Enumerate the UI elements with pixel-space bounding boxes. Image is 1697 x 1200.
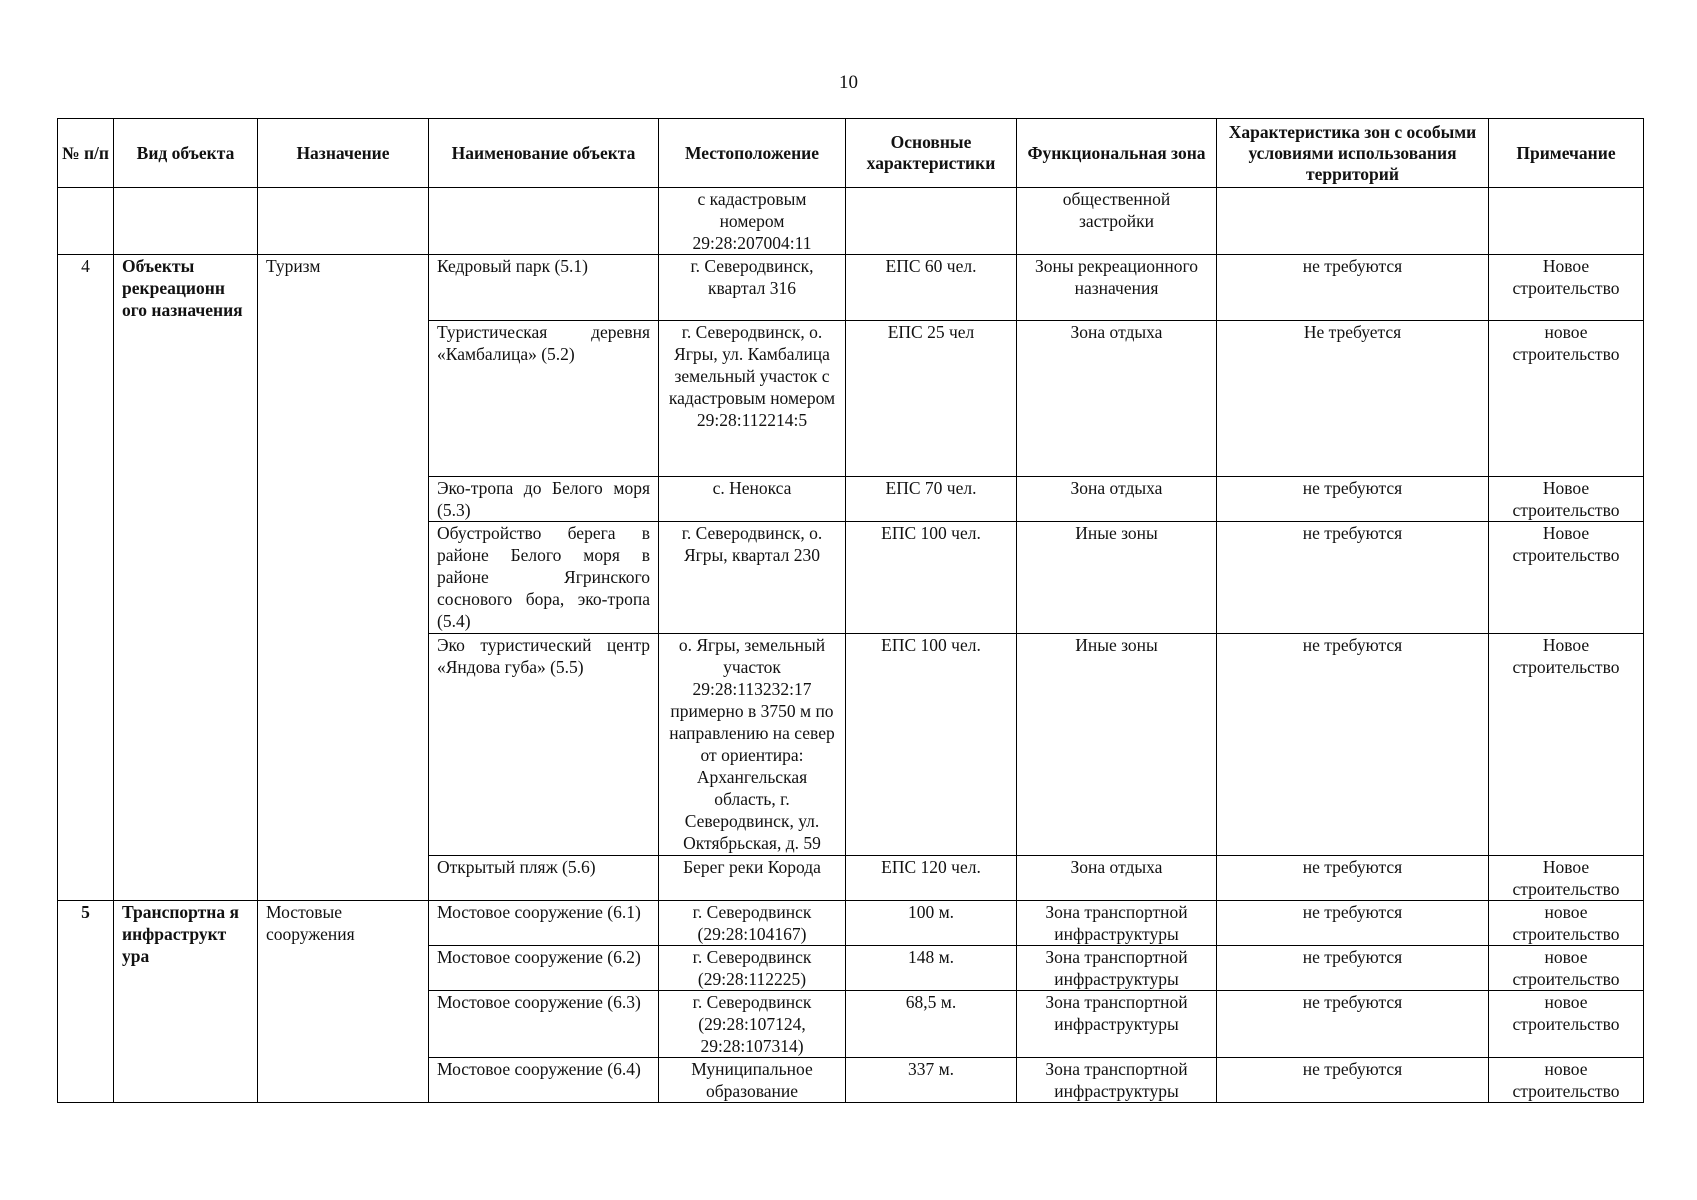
page-number: 10 (839, 72, 858, 93)
cell-note: Новое строительство (1489, 477, 1644, 522)
header-characteristics: Основные характеристики (846, 119, 1017, 188)
cell-purpose: Туризм (258, 255, 429, 901)
cell-zone: Зоны рекреационного назначения (1017, 255, 1217, 321)
cell-number: 4 (58, 255, 114, 901)
cell-restrictions: Не требуется (1217, 321, 1489, 477)
cell-location: г. Северодвинск (29:28:112225) (659, 946, 846, 991)
cell-restrictions: не требуются (1217, 522, 1489, 634)
cell-characteristics: 337 м. (846, 1058, 1017, 1103)
cell-location: г. Северодвинск, о. Ягры, ул. Камбалица земельный участок с кадастровым номером 29:28:112214:5 (659, 321, 846, 477)
header-number: № п/п (58, 119, 114, 188)
cell-zone: Зона транспортной инфраструктуры (1017, 946, 1217, 991)
table-row (58, 901, 1644, 946)
cell-characteristics: 148 м. (846, 946, 1017, 991)
cell-location: г. Северодвинск (29:28:107124, 29:28:107314) (659, 991, 846, 1058)
cell-location: с кадастровым номером 29:28:207004:11 (659, 188, 846, 255)
cell-note: новое строительство (1489, 991, 1644, 1058)
cell-object-type: Транспортна я инфраструкт ура (114, 901, 258, 1103)
cell-location: Берег реки Корода (659, 856, 846, 901)
cell-object-type: Объекты рекреационн ого назначения (114, 255, 258, 901)
cell-zone: общественной застройки (1017, 188, 1217, 255)
cell-zone: Зона транспортной инфраструктуры (1017, 901, 1217, 946)
cell-object-name: Кедровый парк (5.1) (429, 255, 659, 321)
cell-object-name: Эко туристический центр «Яндова губа» (5.5) (429, 634, 659, 856)
cell-object-name: Обустройство берега в районе Белого моря в районе Ягринского соснового бора, эко-тропа (5.4) (429, 522, 659, 634)
cell-location: г. Северодвинск (29:28:104167) (659, 901, 846, 946)
cell-restrictions: не требуются (1217, 856, 1489, 901)
objects-table (57, 118, 1644, 1103)
cell-location: г. Северодвинск, квартал 316 (659, 255, 846, 321)
cell-note: новое строительство (1489, 946, 1644, 991)
cell-location: Муниципальное образование (659, 1058, 846, 1103)
cell-location: с. Ненокса (659, 477, 846, 522)
cell-object-name: Мостовое сооружение (6.3) (429, 991, 659, 1058)
header-note: Примечание (1489, 119, 1644, 188)
cell-restrictions: не требуются (1217, 991, 1489, 1058)
cell-location: г. Северодвинск, о. Ягры, квартал 230 (659, 522, 846, 634)
cell-restrictions: не требуются (1217, 255, 1489, 321)
cell-zone: Зона транспортной инфраструктуры (1017, 991, 1217, 1058)
cell-zone: Зона отдыха (1017, 856, 1217, 901)
cell-zone: Иные зоны (1017, 522, 1217, 634)
cell-object-name: Мостовое сооружение (6.2) (429, 946, 659, 991)
cell-restrictions: не требуются (1217, 1058, 1489, 1103)
cell-characteristics: ЕПС 120 чел. (846, 856, 1017, 901)
cell-characteristics: ЕПС 100 чел. (846, 634, 1017, 856)
cell-restrictions: не требуются (1217, 634, 1489, 856)
cell-object-name: Открытый пляж (5.6) (429, 856, 659, 901)
cell-note: новое строительство (1489, 321, 1644, 477)
cell-zone: Иные зоны (1017, 634, 1217, 856)
cell-characteristics: ЕПС 70 чел. (846, 477, 1017, 522)
cell-restrictions: не требуются (1217, 946, 1489, 991)
cell-location: о. Ягры, земельный участок 29:28:113232:17 примерно в 3750 м по направлению на север от ориентира: Архангельская область, г. Северодвинск, ул. Октябрьская, д. 59 (659, 634, 846, 856)
table-row (58, 255, 1644, 321)
header-purpose: Назначение (258, 119, 429, 188)
header-row (58, 119, 1644, 188)
cell-characteristics: 68,5 м. (846, 991, 1017, 1058)
cell-note: Новое строительство (1489, 856, 1644, 901)
cell-restrictions: не требуются (1217, 901, 1489, 946)
cell-zone: Зона транспортной инфраструктуры (1017, 1058, 1217, 1103)
cell-characteristics: ЕПС 60 чел. (846, 255, 1017, 321)
cell-characteristics: 100 м. (846, 901, 1017, 946)
cell-note: Новое строительство (1489, 255, 1644, 321)
header-object-name: Наименование объекта (429, 119, 659, 188)
header-restrictions: Характеристика зон с особыми условиями использования территорий (1217, 119, 1489, 188)
cell-restrictions: не требуются (1217, 477, 1489, 522)
cell-characteristics: ЕПС 100 чел. (846, 522, 1017, 634)
cell-note: новое строительство (1489, 901, 1644, 946)
cell-note: Новое строительство (1489, 522, 1644, 634)
cell-note: Новое строительство (1489, 634, 1644, 856)
cell-purpose: Мостовые сооружения (258, 901, 429, 1103)
header-object-type: Вид объекта (114, 119, 258, 188)
cell-object-name: Мостовое сооружение (6.1) (429, 901, 659, 946)
table-row-continuation (58, 188, 1644, 255)
cell-characteristics: ЕПС 25 чел (846, 321, 1017, 477)
cell-zone: Зона отдыха (1017, 477, 1217, 522)
cell-object-name: Туристическая деревня «Камбалица» (5.2) (429, 321, 659, 477)
header-functional-zone: Функциональная зона (1017, 119, 1217, 188)
cell-object-name: Мостовое сооружение (6.4) (429, 1058, 659, 1103)
cell-object-name: Эко-тропа до Белого моря (5.3) (429, 477, 659, 522)
header-location: Местоположение (659, 119, 846, 188)
cell-number: 5 (58, 901, 114, 1103)
cell-note: новое строительство (1489, 1058, 1644, 1103)
cell-zone: Зона отдыха (1017, 321, 1217, 477)
